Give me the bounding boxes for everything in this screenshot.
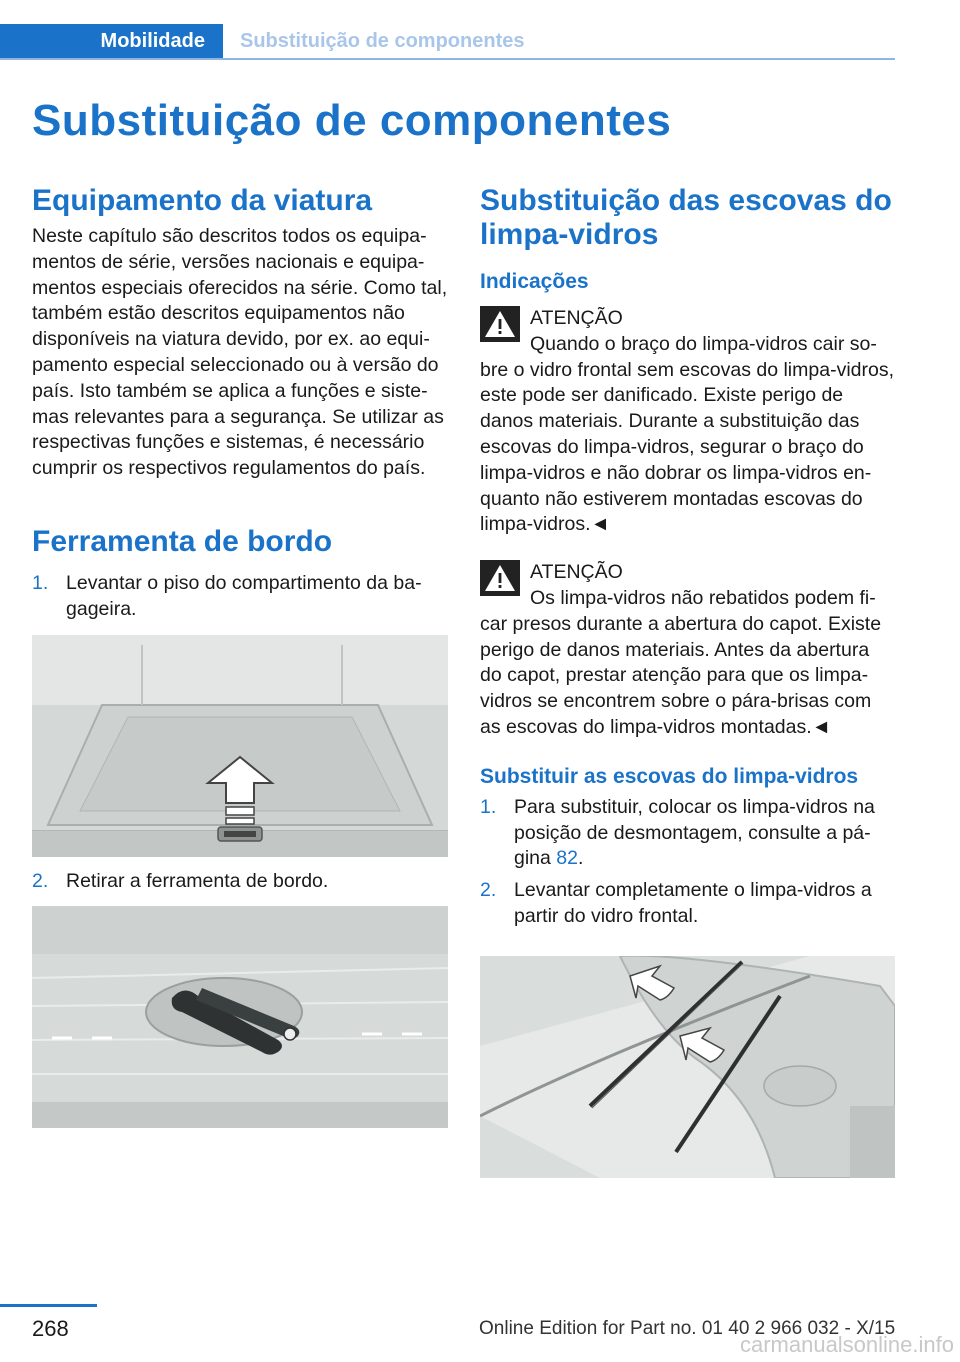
list-item: [32, 869, 448, 895]
step-number: 1.: [480, 795, 497, 818]
tools-steps-2: [32, 869, 448, 895]
notes-heading: Indicações: [480, 270, 589, 293]
step-number: 1.: [32, 571, 49, 594]
step-text: [514, 795, 895, 872]
step-text-part: .: [578, 847, 584, 870]
warning-text: Os limpa-vidros não rebatidos podem ficar presos durante a abertura do capot. Existe perigo de danos materiais. Antes da abertura do capot, prestar atenção para que os limpa-vidros se encontrem sobre o pára-brisas com as escovas do limpa-vidros montadas.◄: [480, 586, 882, 738]
trunk-floor-illustration: [32, 635, 448, 857]
step-number: 2.: [480, 879, 497, 902]
warning-title: ATENÇÃO: [530, 561, 623, 584]
step-text: Retirar a ferramenta de bordo.: [66, 869, 329, 892]
step-number: 2.: [32, 869, 49, 892]
wiper-illustration: [480, 956, 895, 1178]
step-text: Levantar completamente o limpa-vidros a partir do vidro frontal.: [514, 879, 872, 927]
warning-icon: [480, 306, 520, 342]
tools-steps: [32, 571, 448, 623]
replace-steps: [480, 795, 895, 930]
toolkit-illustration: [32, 906, 448, 1128]
chapter-tab[interactable]: Substituição de componentes: [240, 30, 525, 52]
equipment-heading: Equipamento da viatura: [32, 184, 373, 217]
warning-icon: [480, 560, 520, 596]
page-link[interactable]: 82: [556, 847, 578, 870]
header-rule: [0, 58, 895, 60]
warning-title: ATENÇÃO: [530, 307, 623, 329]
header-bar: [0, 24, 895, 60]
toolkit-image: [32, 906, 448, 1128]
list-item: [480, 795, 895, 872]
trunk-floor-image: [32, 635, 448, 857]
list-item: [32, 571, 448, 623]
list-item: [480, 878, 895, 930]
right-column: [480, 184, 895, 930]
wiper-heading: Substituição das escovas do limpa-vidros: [480, 184, 892, 251]
edition-text: Online Edition for Part no. 01 40 2 966 032 - X/15: [479, 1318, 896, 1339]
step-text: Levantar o piso do compartimento da bagageira.: [66, 571, 422, 620]
page-number: 268: [32, 1316, 69, 1341]
equipment-text: Neste capítulo são descritos todos os equipamentos de série, versões nacionais e equipamentos especiais oferecidos na série. Como tal, também estão descritos equipamentos não disponíveis na viatura devido, por ex. ao equipamento especial seleccionado ou à versão do país. Isto também se aplica a funções e sistemas relevantes para a segurança. Se utilizar as respectivas funções e sistemas, é necessário cumprir os respectivos regulamentos do país.: [32, 225, 448, 480]
left-column: [32, 184, 448, 1128]
warning-text: Quando o braço do limpa-vidros cair sobre o vidro frontal sem escovas do limpa-vidros, este pode ser danificado. Existe perigo de danos materiais. Durante a substituição das escovas do limpa-vidros, segurar o braço do limpa-vidros e não dobrar os limpa-vidros enquanto não estiverem montadas escovas do limpa-vidros.◄: [480, 332, 895, 536]
page-title: Substituição de componentes: [32, 96, 672, 145]
tools-heading: Ferramenta de bordo: [32, 524, 333, 558]
replace-heading: Substituir as escovas do limpa-vidros: [480, 764, 859, 788]
section-tab[interactable]: Mobilidade: [0, 24, 223, 58]
step-text-part: Para substituir, colocar os limpa-vidros na posição de desmontagem, consulte a página: [514, 795, 875, 870]
wiper-image: [480, 956, 895, 1178]
watermark: carmanualsonline.info: [739, 1332, 954, 1357]
footer-rule: [0, 1304, 97, 1307]
warning-block-2: [480, 560, 895, 741]
warning-block-1: [480, 306, 895, 538]
